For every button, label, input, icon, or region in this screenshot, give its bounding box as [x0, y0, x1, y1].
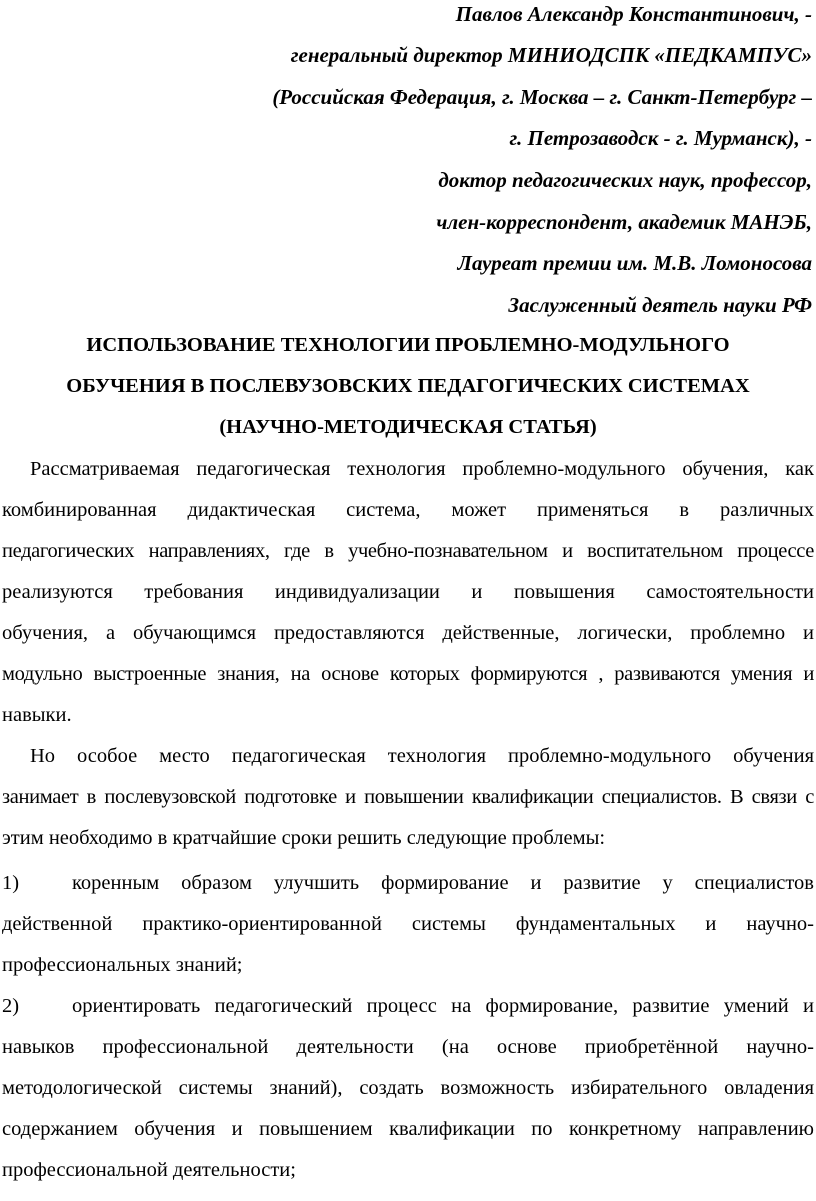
list-item-2-number: 2) — [2, 995, 20, 1017]
author-name: Павлов Александр Константинович, - — [455, 2, 812, 26]
paragraph-2-line-3: этим необходимо в кратчайшие сроки решить следующие проблемы: — [2, 827, 606, 849]
author-location: (Российская Федерация, г. Москва – г. Санкт-Петербург – — [272, 85, 812, 109]
list-item-1-line-3: профессиональных знаний; — [2, 954, 243, 976]
list-item-2-line-4: содержанием обучения и повышением квалификации по конкретному направлению — [2, 1118, 814, 1140]
author-degree: доктор педагогических наук, профессор, — [438, 168, 812, 192]
author-membership: член-корреспондент, академик МАНЭБ, — [436, 210, 812, 234]
paragraph-1-line-1: Рассматриваемая педагогическая технология проблемно-модульного обучения, как — [30, 458, 814, 480]
paragraph-1-line-6: модульно выстроенные знания, на основе которых формируются , развиваются умения и — [2, 663, 814, 685]
title-line-1: ИСПОЛЬЗОВАНИЕ ТЕХНОЛОГИИ ПРОБЛЕМНО-МОДУЛЬНОГО — [86, 334, 730, 356]
list-item-1-line-1: коренным образом улучшить формирование и развитие у специалистов — [72, 872, 814, 894]
paragraph-1-line-7: навыки. — [2, 704, 72, 726]
list-item-1-number: 1) — [2, 872, 20, 894]
list-item-2-line-2: навыков профессиональной деятельности (на основе приобретённой научно- — [2, 1036, 814, 1058]
list-item-2-line-1: ориентировать педагогический процесс на формирование, развитие умений и — [72, 995, 814, 1017]
author-award: Лауреат премии им. М.В. Ломоносова — [457, 251, 812, 275]
title-line-3: (НАУЧНО-МЕТОДИЧЕСКАЯ СТАТЬЯ) — [219, 416, 597, 438]
paragraph-1-line-4: реализуются требования индивидуализации и повышения самостоятельности — [2, 581, 814, 603]
paragraph-1-line-3: педагогических направлениях, где в учебно-познавательном и воспитательном процессе — [2, 540, 814, 562]
list-item-1-line-2: действенной практико-ориентированной системы фундаментальных и научно- — [2, 913, 814, 935]
author-position: генеральный директор МИНИОДСПК «ПЕДКАМПУС» — [290, 43, 812, 67]
author-honor: Заслуженный деятель науки РФ — [508, 293, 812, 317]
paragraph-2-line-2: занимает в послевузовской подготовке и повышении квалификации специалистов. В связи с — [2, 786, 814, 808]
paragraph-1-line-5: обучения, а обучающимся предоставляются действенные, логически, проблемно и — [2, 622, 814, 644]
author-location-continued: г. Петрозаводск - г. Мурманск), - — [509, 126, 812, 150]
title-line-2: ОБУЧЕНИЯ В ПОСЛЕВУЗОВСКИХ ПЕДАГОГИЧЕСКИХ СИСТЕМАХ — [66, 375, 750, 397]
list-item-2-line-3: методологической системы знаний), создать возможность избирательного овладения — [2, 1077, 814, 1099]
list-item-2-line-5: профессиональной деятельности; — [2, 1159, 296, 1181]
paragraph-2-line-1: Но особое место педагогическая технология проблемно-модульного обучения — [30, 745, 814, 767]
paragraph-1-line-2: комбинированная дидактическая система, может применяться в различных — [2, 499, 814, 521]
